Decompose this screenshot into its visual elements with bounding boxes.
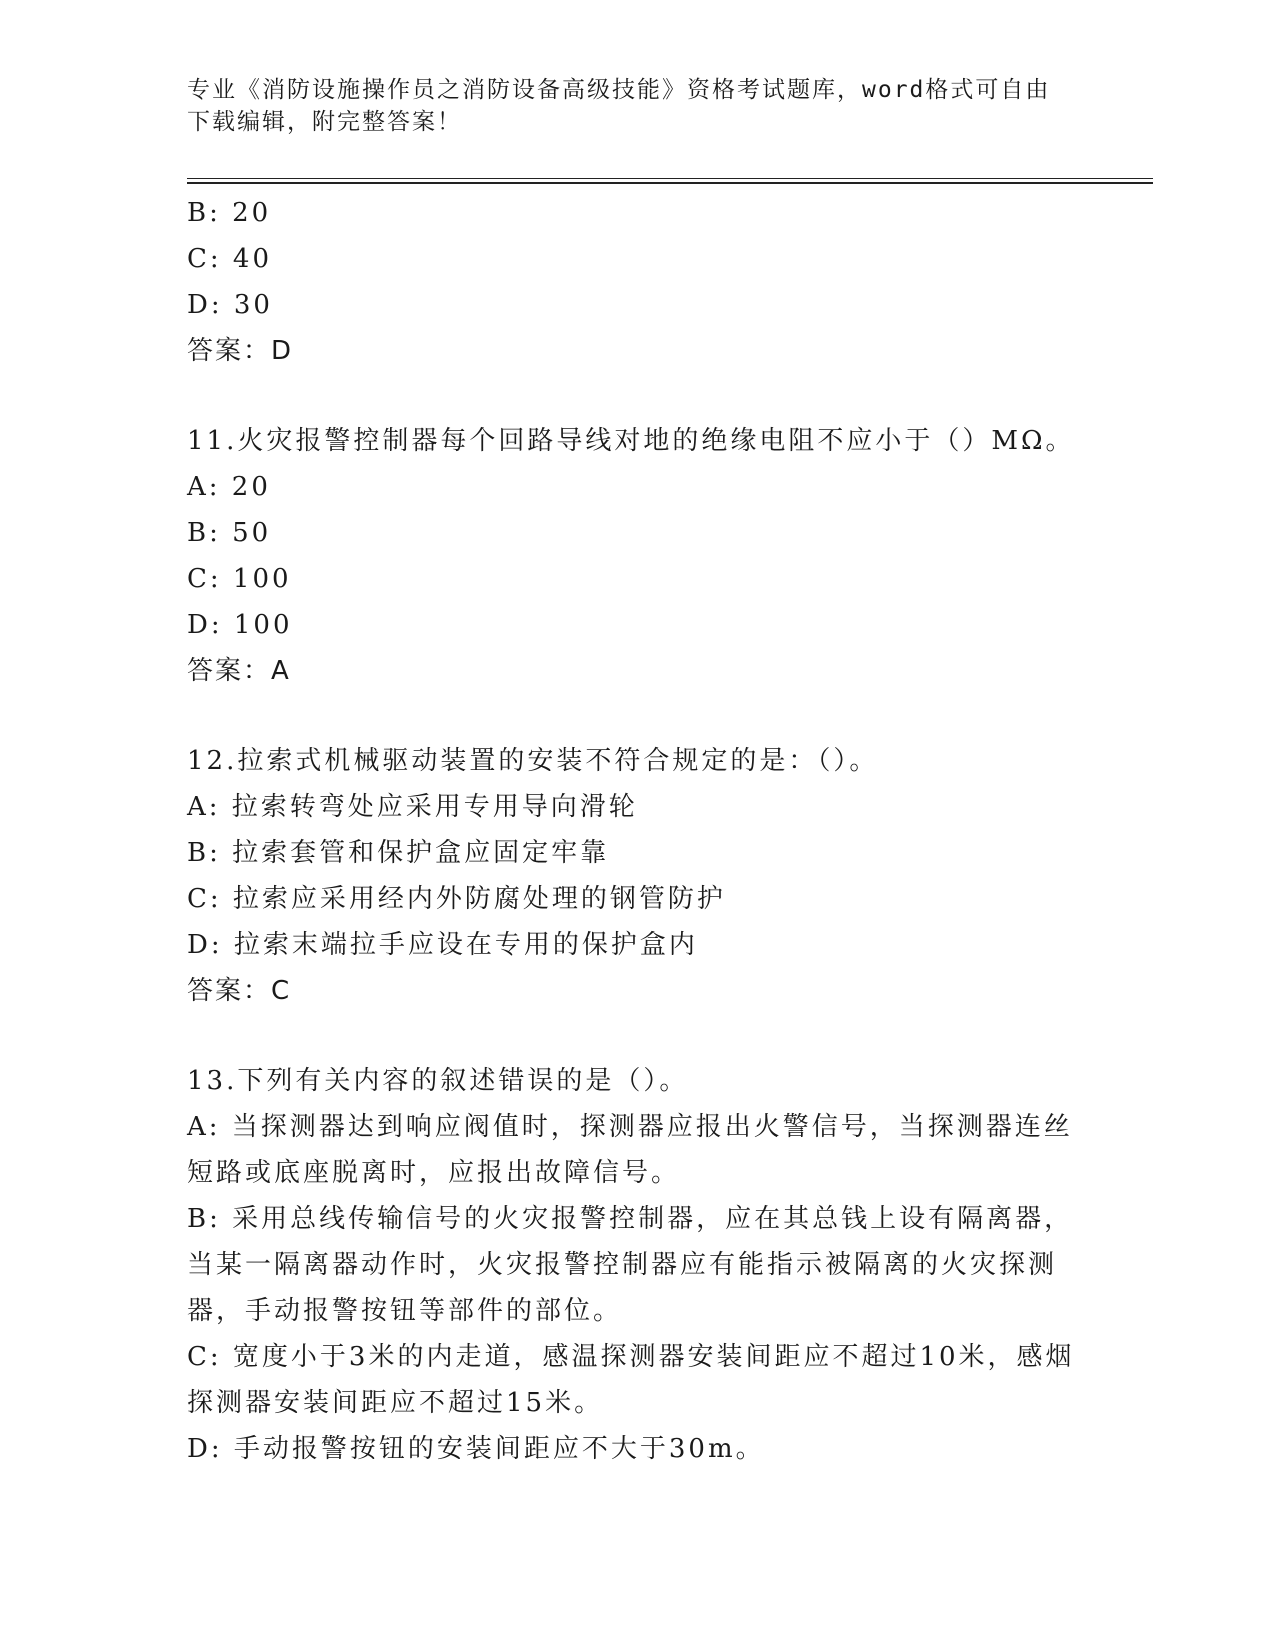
option-b: B: 50 (187, 518, 272, 548)
answer-line: 答案：D (187, 336, 294, 366)
header-divider-thick (187, 182, 1153, 184)
question-11 (187, 418, 1087, 694)
option-d: D: 100 (187, 610, 293, 640)
option-c: C: 宽度小于3米的内走道，感温探测器安装间距应不超过10米，感烟探测器安装间距应不超过15米。 (187, 1342, 1075, 1418)
option-b: B: 拉索套管和保护盒应固定牢靠 (187, 838, 610, 868)
header-divider-thin (187, 178, 1153, 179)
question-stem: 11.火灾报警控制器每个回路导线对地的绝缘电阻不应小于（）MΩ。 (187, 426, 1075, 456)
question-stem: 12.拉索式机械驱动装置的安装不符合规定的是：（）。 (187, 746, 879, 776)
option-c: C: 40 (187, 244, 273, 274)
option-b: B: 采用总线传输信号的火灾报警控制器，应在其总钱上设有隔离器，当某一隔离器动作时，火灾报警控制器应有能指示被隔离的火灾探测器，手动报警按钮等部件的部位。 (187, 1204, 1074, 1326)
answer-line: 答案：C (187, 976, 292, 1006)
option-b: B: 20 (187, 198, 272, 228)
option-d: D: 30 (187, 290, 273, 320)
document-body (187, 190, 1087, 1472)
option-a: A: 20 (187, 472, 271, 502)
option-c: C: 100 (187, 564, 292, 594)
option-d: D: 手动报警按钮的安装间距应不大于30m。 (187, 1434, 765, 1464)
option-a: A: 拉索转弯处应采用专用导向滑轮 (187, 792, 638, 822)
option-c: C: 拉索应采用经内外防腐处理的钢管防护 (187, 884, 726, 914)
document-header: 专业《消防设施操作员之消防设备高级技能》资格考试题库，word格式可自由下载编辑，附完整答案！ (187, 77, 1051, 135)
question-10-tail (187, 190, 1087, 374)
option-d: D: 拉索末端拉手应设在专用的保护盒内 (187, 930, 698, 960)
question-12 (187, 738, 1087, 1014)
option-a: A: 当探测器达到响应阀值时，探测器应报出火警信号，当探测器连丝短路或底座脱离时，应报出故障信号。 (187, 1112, 1073, 1188)
answer-line: 答案：A (187, 656, 291, 686)
question-13 (187, 1058, 1087, 1472)
question-stem: 13.下列有关内容的叙述错误的是（）。 (187, 1066, 689, 1096)
